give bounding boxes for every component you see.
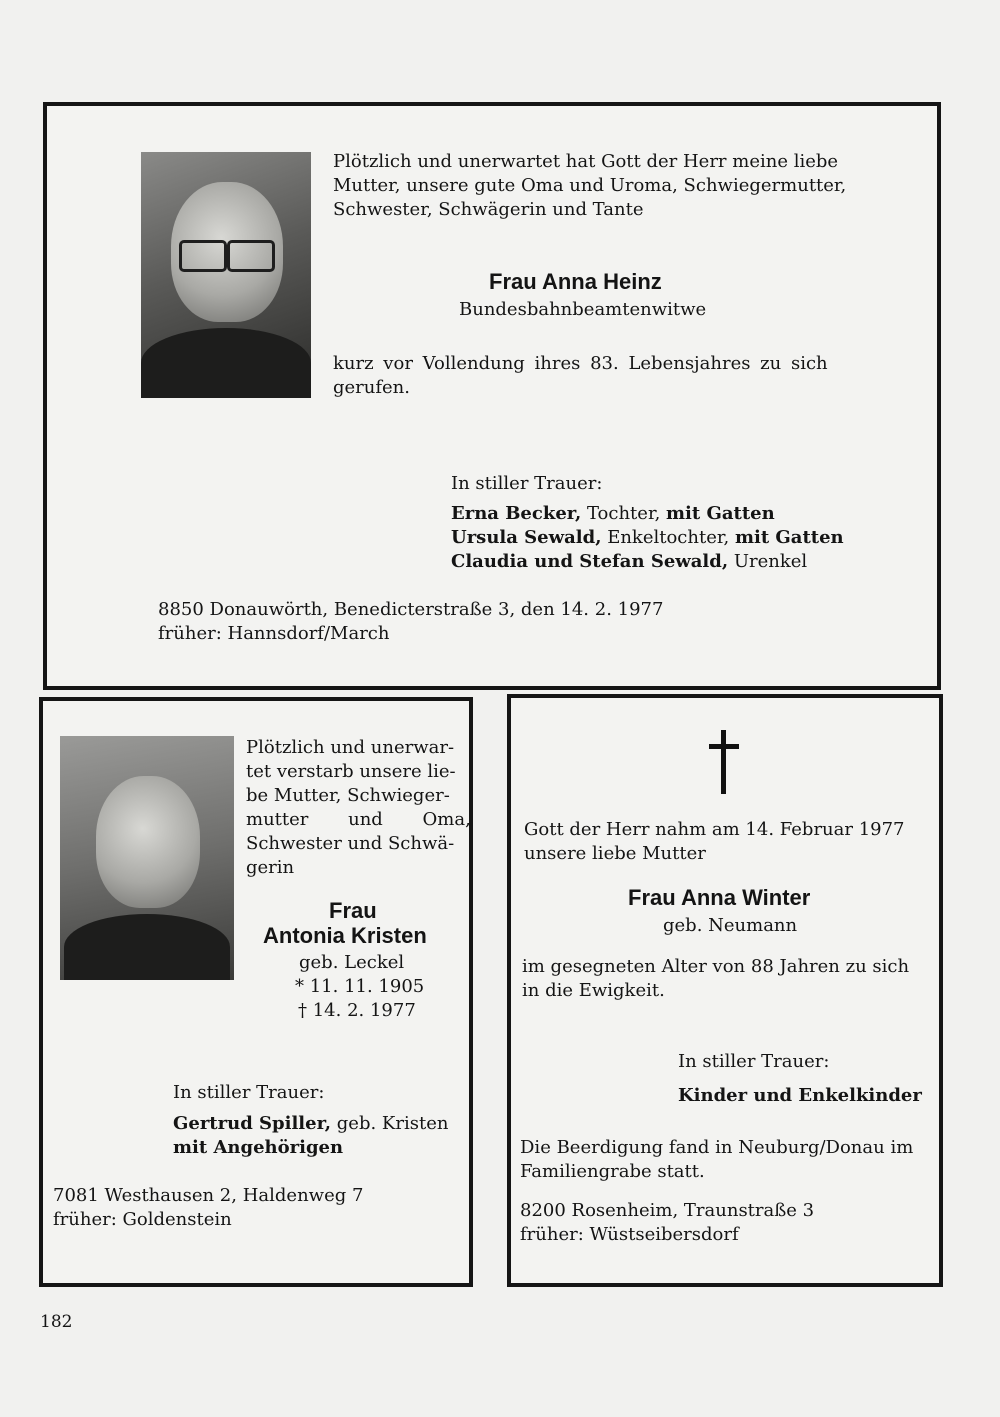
mourner-suffix: mit Gatten [734,527,844,548]
intro-line: be Mutter, Schwieger- [246,785,450,806]
funeral-line: Familiengrabe statt. [520,1161,705,1182]
mourner-line [451,502,775,526]
intro-line: Gott der Herr nahm am 14. Februar 1977 [524,819,905,840]
deceased-title: Bundesbahnbeamtenwitwe [459,299,707,320]
text-line: im gesegneten Alter von 88 Jahren zu sich [522,956,910,977]
mourning-heading: In stiller Trauer: [173,1082,325,1103]
address: 8200 Rosenheim, Traunstraße 3 [520,1200,815,1221]
born-name: geb. Leckel [299,952,405,973]
born-name: geb. Neumann [663,915,798,936]
mourner-name: Claudia und Stefan Sewald, [451,551,729,572]
mourner-suffix: mit Gatten [666,503,775,524]
intro-line: mutter und Oma, [246,809,471,830]
funeral-line: Die Beerdigung fand in Neuburg/Donau im [520,1137,914,1158]
deceased-name: Frau Anna Heinz [489,269,662,294]
mourner-name: Ursula Sewald, [451,527,602,548]
mourning-heading: In stiller Trauer: [678,1051,830,1072]
intro-line: Plötzlich und unerwartet hat Gott der Herr meine liebe [333,151,839,172]
mourner-line [451,526,844,550]
mourner-line: Kinder und Enkelkinder [678,1085,922,1106]
former-residence: früher: Hannsdorf/March [158,623,390,644]
mourner-relation: Enkeltochter, [601,527,735,548]
intro-line: tet verstarb unsere lie- [246,761,456,782]
obituary-anna-winter [507,694,943,1287]
mourner-suffix: mit Angehörigen [173,1137,344,1158]
intro-line: Plötzlich und unerwar- [246,737,455,758]
deceased-name-line1: Frau [329,898,377,923]
intro-line: unsere liebe Mutter [524,843,706,864]
intro-line: gerin [246,857,295,878]
cross-icon [709,730,739,794]
obituary-antonia-kristen [39,697,473,1287]
page-number: 182 [40,1312,73,1332]
mourner-line [451,550,807,574]
mourner-line [173,1112,448,1136]
text-line: kurz vor Vollendung ihres 83. Lebensjahres zu sich [333,353,828,374]
portrait-photo [141,152,311,398]
mourner-name: Gertrud Spiller, [173,1113,332,1134]
address: 7081 Westhausen 2, Haldenweg 7 [53,1185,364,1206]
deceased-name-line2: Antonia Kristen [263,923,427,948]
death-date: † 14. 2. 1977 [298,1000,416,1021]
mourning-heading: In stiller Trauer: [451,473,603,494]
intro-line: Schwester und Schwä- [246,833,455,854]
portrait-photo [60,736,234,980]
text-line: gerufen. [333,377,411,398]
text-line: in die Ewigkeit. [522,980,665,1001]
deceased-name: Frau Anna Winter [628,885,811,910]
former-residence: früher: Goldenstein [53,1209,232,1230]
mourner-relation: Tochter, [581,503,667,524]
intro-line: Mutter, unsere gute Oma und Uroma, Schwiegermutter, [333,175,847,196]
address: 8850 Donauwörth, Benedicterstraße 3, den 14. 2. 1977 [158,599,664,620]
mourner-name: Erna Becker, [451,503,582,524]
intro-line: Schwester, Schwägerin und Tante [333,199,644,220]
mourner-relation: Urenkel [728,551,808,572]
birth-date: * 11. 11. 1905 [295,976,425,997]
mourner-detail: geb. Kristen [331,1113,449,1134]
former-residence: früher: Wüstseibersdorf [520,1224,739,1245]
obituary-anna-heinz [43,102,941,690]
